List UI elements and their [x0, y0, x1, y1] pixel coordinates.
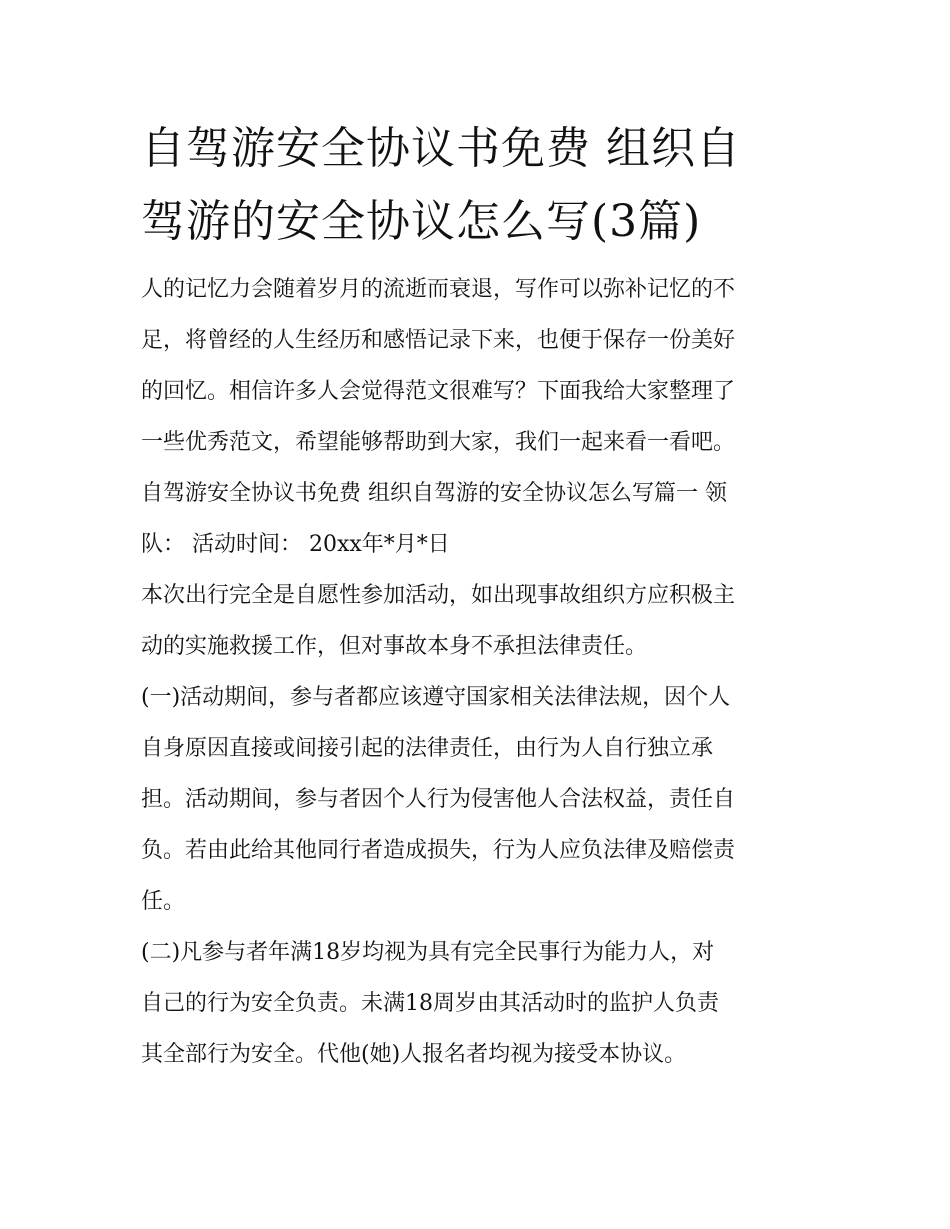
paragraph-line: 自身原因直接或间接引起的法律责任，由行为人自行独立承: [141, 736, 714, 761]
paragraph-line: 一些优秀范文，希望能够帮助到大家，我们一起来看一看吧。: [141, 430, 736, 455]
paragraph-line: 队： 活动时间： 20xx年*月*日: [141, 532, 450, 557]
paragraph-line: 负。若由此给其他同行者造成损失，行为人应负法律及赔偿责: [141, 838, 736, 863]
paragraph-line: (二)凡参与者年满18岁均视为具有完全民事行为能力人，对: [141, 940, 715, 965]
paragraph-line: 其全部行为安全。代他(她)人报名者均视为接受本协议。: [141, 1042, 687, 1067]
paragraph-line: 动的实施救援工作，但对事故本身不承担法律责任。: [141, 634, 648, 659]
clause-one-paragraph: [141, 672, 813, 927]
paragraph-line: 本次出行完全是自愿性参加活动，如出现事故组织方应积极主: [141, 583, 736, 608]
voluntary-paragraph: [141, 570, 813, 672]
paragraph-line: 担。活动期间，参与者因个人行为侵害他人合法权益，责任自: [141, 787, 736, 812]
title-line-2: 驾游的安全协议怎么写(3篇): [141, 196, 702, 247]
paragraph-line: 自己的行为安全负责。未满18周岁由其活动时的监护人负责: [141, 991, 719, 1016]
paragraph-line: 的回忆。相信许多人会觉得范文很难写？下面我给大家整理了: [141, 379, 736, 404]
clause-two-paragraph: [141, 927, 813, 1080]
document-body: [141, 112, 813, 1080]
paragraph-line: 任。: [141, 889, 186, 914]
intro-paragraph: [141, 264, 813, 468]
section-heading-paragraph: [141, 468, 813, 570]
paragraph-line: 自驾游安全协议书免费 组织自驾游的安全协议怎么写篇一 领: [141, 481, 727, 506]
paragraph-line: 足，将曾经的人生经历和感悟记录下来，也便于保存一份美好: [141, 328, 736, 353]
paragraph-line: (一)活动期间，参与者都应该遵守国家相关法律法规，因个人: [141, 685, 731, 710]
title-line-1: 自驾游安全协议书免费 组织自: [141, 123, 741, 174]
document-title: [141, 112, 813, 258]
paragraph-line: 人的记忆力会随着岁月的流逝而衰退，写作可以弥补记忆的不: [141, 277, 736, 302]
